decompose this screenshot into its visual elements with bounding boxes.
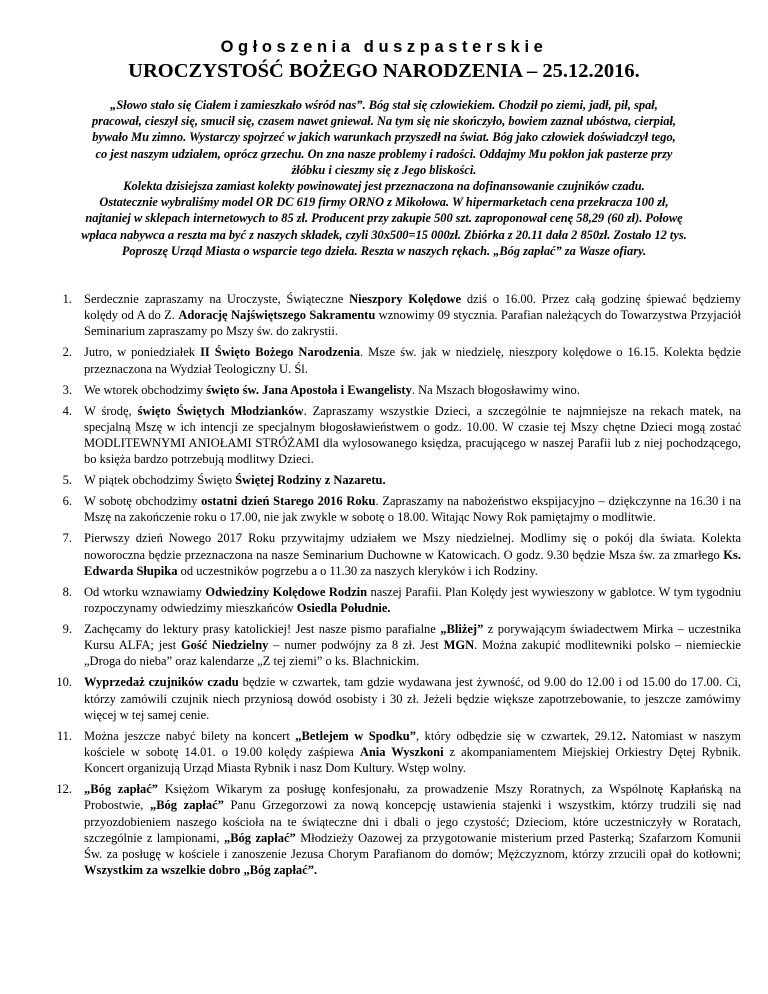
notice-number: 9. xyxy=(62,622,72,637)
notice-bold-text: MGN xyxy=(443,638,475,653)
notice-bold-text: Gość Niedzielny xyxy=(180,638,269,653)
notice-text xyxy=(84,493,741,525)
notice-number: 7. xyxy=(62,531,72,546)
intro-line: pracował, cieszył się, smucił się, czasem nawet gniewał. Na tym się nie skończyło, bowiem zaznał ubóstwa, cierpiał, xyxy=(91,114,677,129)
notice-text-segment: Serdecznie zapraszamy na Uroczyste, Świąteczne xyxy=(84,292,350,306)
notice-text-segment: Pierwszy dzień Nowego 2017 Roku przywitajmy udziałem we Mszy niedzielnej. Modlimy się o pokój dla świata. Kolekta noworoczna będzie przeznaczona na nasze Seminarium Duchowne w Katowicach. O godz. 9.30 będzie Msza św. za zmarłego xyxy=(84,531,741,562)
notice-text-segment: . Można zakupić modlitewniki polsko – niemieckie „Droga do nieba” oraz kalendarze „Z tej ziemi” o ks. Blachnickim. xyxy=(84,638,741,669)
notice-number: 3. xyxy=(62,382,72,397)
notice-item xyxy=(0,584,741,616)
notice-text-segment: z porywającym świadectwem Mirka – uczestnika Kursu ALFA; jest xyxy=(84,622,741,653)
notice-text xyxy=(84,530,741,579)
notice-text-segment: Młodzieży Oazowej za przygotowanie misterium przed Pasterką; Szafarzom Komunii Św. za posługę w kościele i zanoszenie Jezusa Chorym Parafianom do domów; Mężczyznom, którzy zrzucili opał do kotłowni; xyxy=(84,830,742,862)
intro-line: „Słowo stało się Ciałem i zamieszkało wśród nas”. Bóg stał się człowiekiem. Chodził po ziemi, jadł, pił, spał, xyxy=(110,98,658,112)
intro-line: Kolekta dzisiejsza zamiast kolekty powinowatej jest przeznaczona na dofinansowanie czujników czadu. xyxy=(123,179,645,194)
notice-text-segment: . Na Mszach błogosławimy wino. xyxy=(411,382,580,397)
notice-text-segment: , który odbędzie się w czwartek, 29.12 xyxy=(416,728,623,743)
notice-text-segment: We wtorek obchodzimy xyxy=(84,382,207,397)
notice-text xyxy=(84,344,741,376)
notice-item xyxy=(0,493,741,525)
notice-text-segment: od uczestników pogrzebu a o 11.30 za naszych kleryków i ich Rodziny. xyxy=(177,563,538,578)
notice-number: 12. xyxy=(56,782,72,797)
notice-bold-text: „Betlejem w Spodku” xyxy=(295,728,416,743)
notice-text-segment: Natomiast w naszym kościele w sobotę 14.01. o 19.00 kolędy zaśpiewa xyxy=(84,728,741,760)
notice-bold-text: Nieszpory Kolędowe xyxy=(349,292,462,306)
notice-bold-text: „Bóg zapłać” xyxy=(223,830,296,845)
notice-item xyxy=(0,472,741,488)
notice-item xyxy=(0,674,741,723)
notice-text-segment: . Zapraszamy wszystkie Dzieci, a szczególnie te najmniejsze na rekach matek, na specjalną Mszę w ich intencji ze specjalnym błogosławieństwem o godz. 10.00. W czasie tej Mszy chętne Dzieci mogą zostać MODLITEWNYMI ANIOŁAMI STRÓŻAMI dla wylosowanego księdza, pracującego w naszej Parafii lub z niej pochodzącego, bo księża bardzo potrzebują modlitwy Dzieci. xyxy=(84,403,741,467)
notice-number: 2. xyxy=(62,345,72,360)
notice-text xyxy=(84,403,741,468)
intro-line: najtaniej w sklepach internetowych to 85 zł. Producent przy zakupie 500 szt. zaproponował cenę 58,29 (60 zł). Połowę xyxy=(85,211,683,226)
notice-bold-text: ostatni dzień Starego 2016 Roku xyxy=(201,494,376,509)
intro-line: Poproszę Urząd Miasta o wsparcie tego dzieła. Reszta w naszych rękach. „Bóg zapłać” za Wasze ofiary. xyxy=(121,243,647,258)
notice-bold-text: Osiedla Południe. xyxy=(296,601,391,616)
page-title: UROCZYSTOŚĆ BOŻEGO NARODZENIA – 25.12.2016. xyxy=(128,60,640,82)
notice-number: 1. xyxy=(62,292,72,306)
notice-text-segment: Można jeszcze nabyć bilety na koncert xyxy=(84,728,296,743)
notice-text xyxy=(84,621,741,670)
notice-number: 10. xyxy=(56,675,72,690)
notice-bold-text: Odwiedziny Kolędowe Rodzin xyxy=(205,584,368,599)
notice-bold-text: „Bóg zapłać” xyxy=(84,782,159,797)
notice-item xyxy=(0,728,741,777)
notice-bold-text: Ks. Edwarda Słupika xyxy=(84,547,741,578)
notice-bold-text: Wyprzedaż czujników czadu xyxy=(84,675,239,690)
notice-text xyxy=(84,382,741,398)
notice-text-segment: wznowimy 09 stycznia. Parafian należących do Towarzystwa Przyjaciół Seminarium zapraszamy po Mszy św. do zakrystii. xyxy=(84,308,742,339)
notice-bold-text: „Bóg zapłać” xyxy=(149,798,224,813)
intro-line: żłóbku i cieszmy się z Jego bliskości. xyxy=(291,162,477,177)
intro-paragraph xyxy=(6,97,762,259)
notice-text xyxy=(84,781,741,878)
notice-bold-text: Ania Wyszkoni xyxy=(359,745,444,760)
notice-number: 4. xyxy=(62,403,72,418)
intro-line: Ostatecznie wybraliśmy model OR DC 619 firmy ORNO z Mikołowa. W hipermarketach cena przekracza 100 zł, xyxy=(99,195,669,210)
notice-text-segment: z akompaniamentem Miejskiej Orkiestry Dętej Rybnik. Koncert organizują Urząd Miasta Rybnik i nasz Dom Kultury. Wstęp wolny. xyxy=(84,745,741,776)
notice-text xyxy=(84,584,741,616)
notice-text xyxy=(84,674,741,723)
notice-text xyxy=(84,728,741,777)
bulletin-heading: Ogłoszenia duszpasterskie xyxy=(220,38,548,56)
notice-number: 6. xyxy=(62,494,72,509)
notice-text-segment: Panu Grzegorzowi za nową koncepcję ustawienia stajenki i wszystkim, którzy trudzili się nad przyozdobieniem naszego kościoła na te świąteczne dni i dbali o jego czystość; Dzieciom, które uczestniczyły w Roratach, szczególnie z lampionami, xyxy=(84,798,742,845)
notice-text-segment: Jutro, w poniedziałek xyxy=(84,345,201,360)
notice-text-segment: Księżom Wikarym za posługę konfesjonału, za prowadzenie Mszy Roratnych, za Wspólnotę Kapłańską na Probostwie, xyxy=(84,782,742,813)
notice-bold-text: Wszystkim za wszelkie dobro „Bóg zapłać”. xyxy=(84,863,318,878)
notice-bold-text: święto św. Jana Apostoła i Ewangelisty xyxy=(206,382,412,397)
intro-line: bywało Mu zimno. Wystarczy spojrzeć w jakich warunkach przyszedł na świat. Bóg jako człowiek doświadczył tego, xyxy=(92,130,676,145)
notice-bold-text: . xyxy=(622,728,626,743)
notice-text-segment: Od wtorku wznawiamy xyxy=(84,584,206,599)
intro-line: wpłaca nabywca a reszta ma być z naszych składek, czyli 30x500=15 000zł. Zbiórka z 20.11 dała 2 850zł. Zostało 12 tys. xyxy=(81,227,687,242)
notice-text-segment: naszej Parafii. Plan Kolędy jest wywieszony w gablotce. W tym tygodniu rozpoczynamy odwiedzimy mieszkańców xyxy=(84,584,741,616)
notice-text-segment: W sobotę obchodzimy xyxy=(84,494,202,509)
notice-item xyxy=(0,403,741,468)
notice-item xyxy=(0,382,741,398)
notice-item xyxy=(0,344,741,376)
intro-line: co jest naszym udziałem, oprócz grzechu. On zna nasze problemy i radości. Oddajmy Mu pokłon jak pasterze przy xyxy=(95,146,673,161)
notice-number: 5. xyxy=(62,473,72,488)
notice-text-segment: . Zapraszamy na nabożeństwo ekspijacyjno – dziękczynne na 16.30 i na Mszę na zakończenie roku o 17.00, nie jak zwykle w sobotę o 18.00. Witając Nowy Rok pamiętajmy o modlitwie. xyxy=(84,494,741,525)
notice-text-segment: – numer podwójny za 8 zł. Jest xyxy=(268,638,444,653)
notice-text xyxy=(84,472,741,488)
notice-text-segment: W piątek obchodzimy Święto xyxy=(84,473,236,488)
notice-item xyxy=(0,621,741,670)
notice-bold-text: Świętej Rodziny z Nazaretu. xyxy=(235,473,386,488)
notice-bold-text: II Święto Bożego Narodzenia xyxy=(200,345,361,360)
notice-number: 11. xyxy=(56,728,72,743)
notice-text-segment: W środę, xyxy=(84,403,138,418)
notice-bold-text: Adorację Najświętszego Sakramentu xyxy=(178,308,376,323)
notice-bold-text: „Bliżej” xyxy=(440,622,484,637)
notice-text-segment: dziś o 16.00. Przez całą godzinę śpiewać będziemy kolędy od A do Z. xyxy=(84,292,741,323)
notice-item xyxy=(0,291,741,340)
notices-list xyxy=(0,291,741,883)
notice-text-segment: . Msze św. jak w niedzielę, nieszpory kolędowe o 16.15. Kolekta będzie przeznaczona na Wydział Teologiczny U. Śl. xyxy=(84,345,741,376)
notice-text-segment: Zachęcamy do lektury prasy katolickiej! Jest nasze pismo parafialne xyxy=(84,622,441,637)
notice-bold-text: święto Świętych Młodzianków xyxy=(137,403,304,418)
notice-text-segment: będzie w czwartek, tam gdzie wydawana jest żywność, od 9.00 do 12.00 i od 15.00 do 17.00. Ci, którzy zamówili czujnik niech przyniosą dowód osobisty i 30 zł. Jeżeli będzie większe zapotrzebowanie, to jeszcze zamówimy więcej w tej samej cenie. xyxy=(84,675,742,722)
notice-item xyxy=(0,530,741,579)
notice-item xyxy=(0,781,741,878)
notice-number: 8. xyxy=(62,584,72,599)
notice-text xyxy=(84,291,741,340)
